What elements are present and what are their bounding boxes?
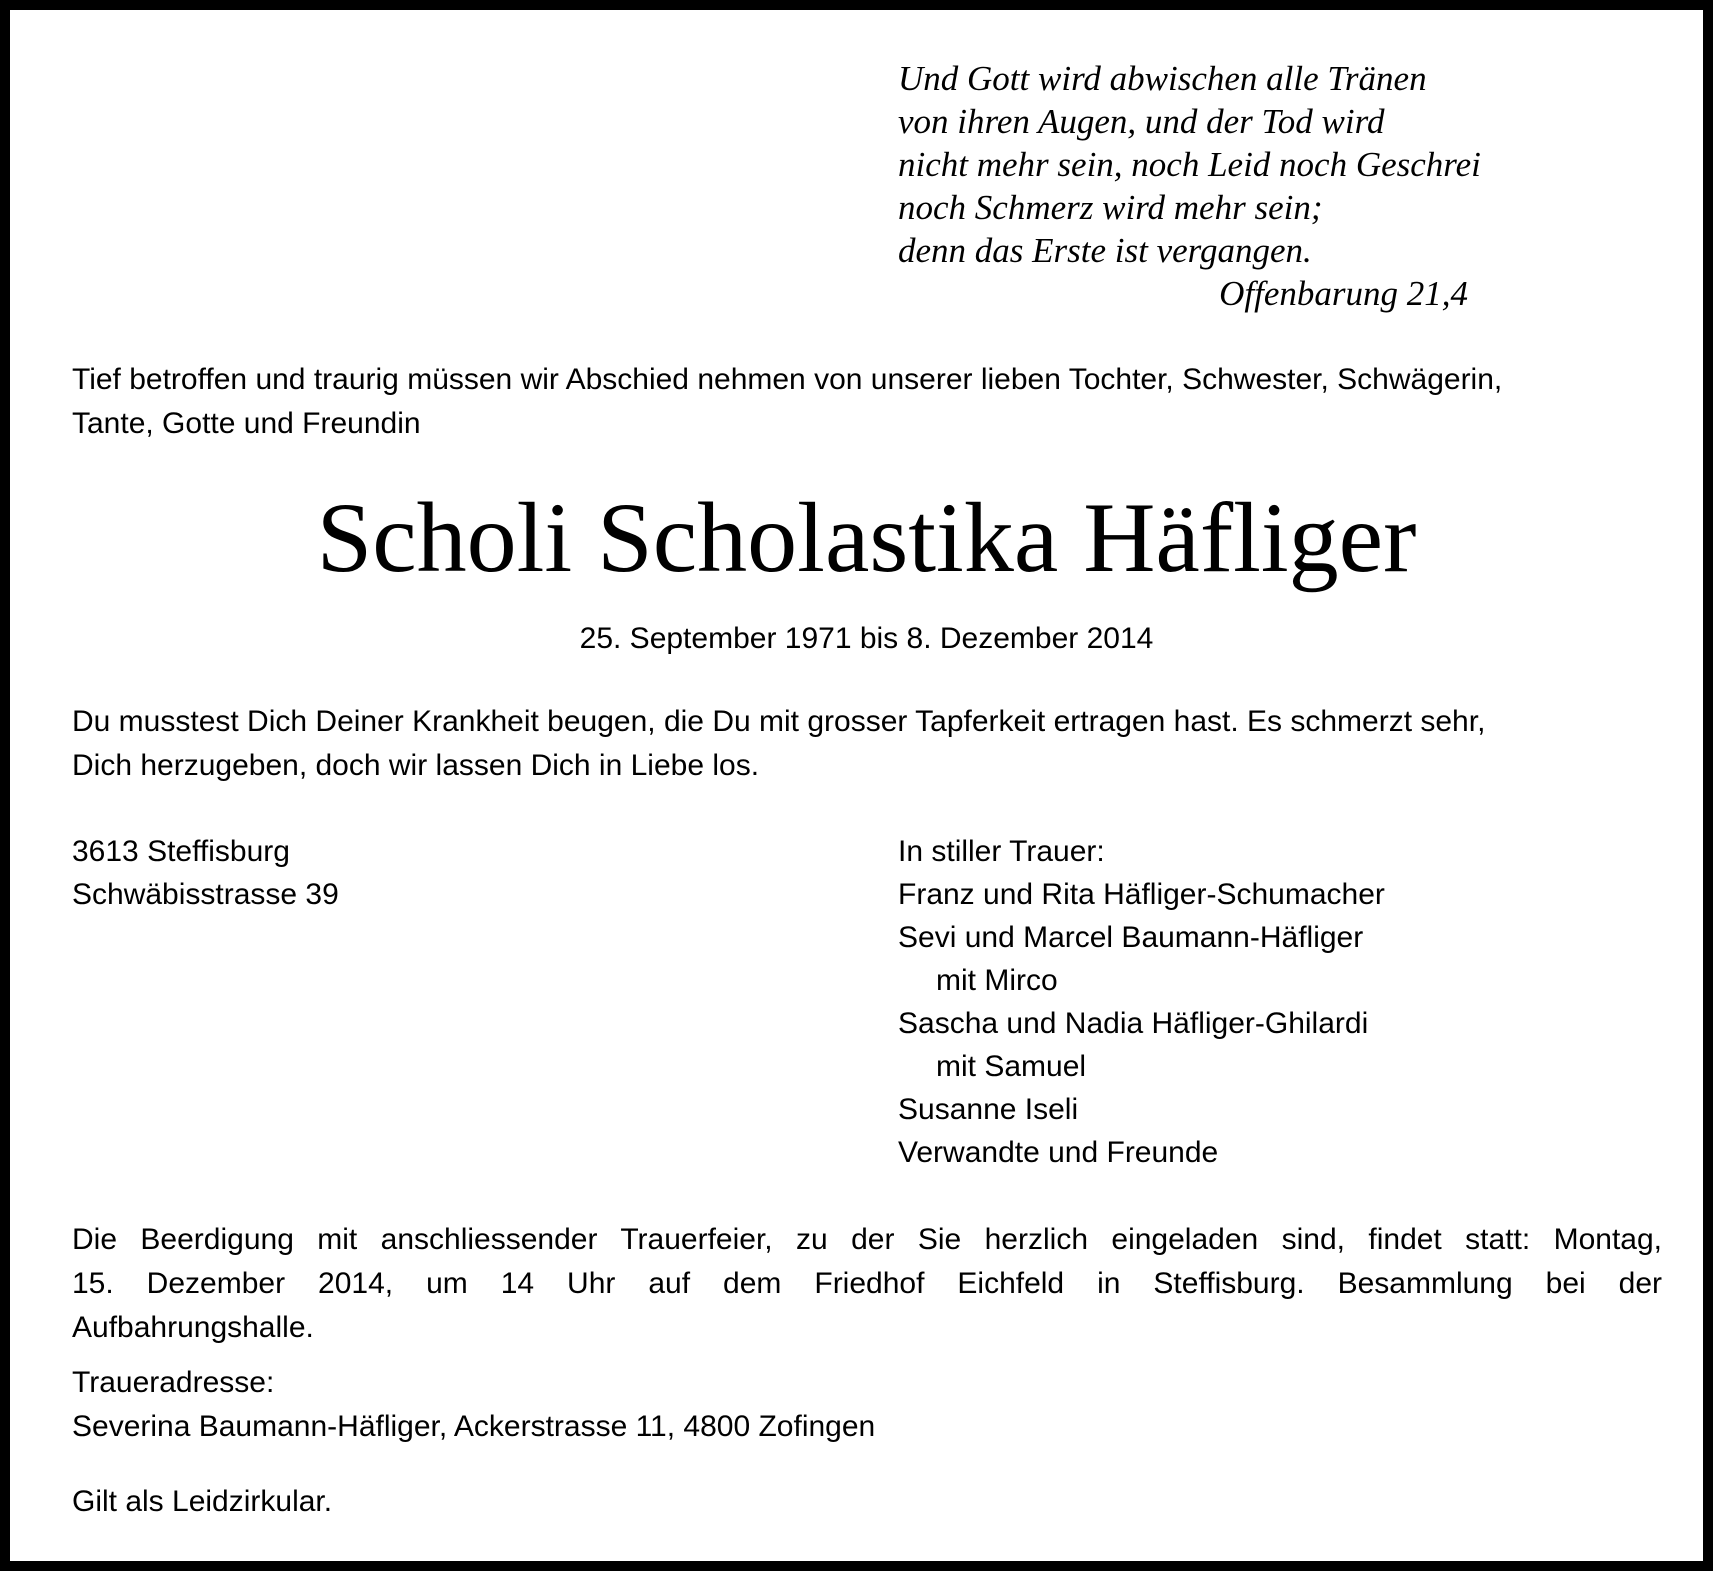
mourner-entry: mit Mirco xyxy=(936,964,1058,997)
address-city: 3613 Steffisburg xyxy=(72,835,290,868)
verse-line: noch Schmerz wird mehr sein; xyxy=(898,188,1323,227)
mourners-list xyxy=(898,830,1385,1174)
intro-paragraph xyxy=(72,358,1662,446)
mourning-address xyxy=(72,1361,1662,1449)
verse-line: Und Gott wird abwischen alle Tränen xyxy=(898,59,1427,98)
verse-line: nicht mehr sein, noch Leid noch Geschrei xyxy=(898,145,1481,184)
deceased-name: Scholi Scholastika Häfliger xyxy=(316,482,1417,593)
farewell-line: Dich herzugeben, doch wir lassen Dich in Liebe los. xyxy=(72,749,760,782)
mourner-entry: Sascha und Nadia Häfliger-Ghilardi xyxy=(898,1007,1369,1040)
mourners-heading: In stiller Trauer: xyxy=(898,835,1105,868)
home-address xyxy=(72,830,339,916)
closing-note: Gilt als Leidzirkular. xyxy=(72,1485,333,1518)
funeral-line: Aufbahrungshalle. xyxy=(72,1311,314,1344)
intro-line: Tief betroffen und traurig müssen wir Abschied nehmen von unserer lieben Tochter, Schwester, Schwägerin, xyxy=(72,363,1503,396)
mourning-address-label: Traueradresse: xyxy=(72,1366,275,1399)
life-dates: 25. September 1971 bis 8. Dezember 2014 xyxy=(579,622,1154,655)
mourner-entry: Susanne Iseli xyxy=(898,1093,1079,1126)
mourner-entry: Franz und Rita Häfliger-Schumacher xyxy=(898,878,1385,911)
verse-reference: Offenbarung 21,4 xyxy=(1219,274,1468,313)
farewell-paragraph xyxy=(72,700,1662,788)
mourner-entry: mit Samuel xyxy=(936,1050,1087,1083)
farewell-line: Du musstest Dich Deiner Krankheit beugen, die Du mit grosser Tapferkeit ertragen hast. Es schmerzt sehr, xyxy=(72,705,1486,738)
bible-verse xyxy=(898,57,1481,315)
funeral-line: Die Beerdigung mit anschliessender Trauerfeier, zu der Sie herzlich eingeladen sind, findet statt: Montag, xyxy=(72,1223,1662,1256)
funeral-paragraph xyxy=(72,1218,1662,1350)
mourning-address-value: Severina Baumann-Häfliger, Ackerstrasse 11, 4800 Zofingen xyxy=(72,1410,876,1443)
mourner-entry: Sevi und Marcel Baumann-Häfliger xyxy=(898,921,1364,954)
mourner-entry: Verwandte und Freunde xyxy=(898,1136,1219,1169)
intro-line: Tante, Gotte und Freundin xyxy=(72,407,421,440)
verse-line: von ihren Augen, und der Tod wird xyxy=(898,102,1385,141)
address-street: Schwäbisstrasse 39 xyxy=(72,878,339,911)
verse-line: denn das Erste ist vergangen. xyxy=(898,231,1312,270)
funeral-line: 15. Dezember 2014, um 14 Uhr auf dem Friedhof Eichfeld in Steffisburg. Besammlung bei der xyxy=(72,1267,1662,1300)
